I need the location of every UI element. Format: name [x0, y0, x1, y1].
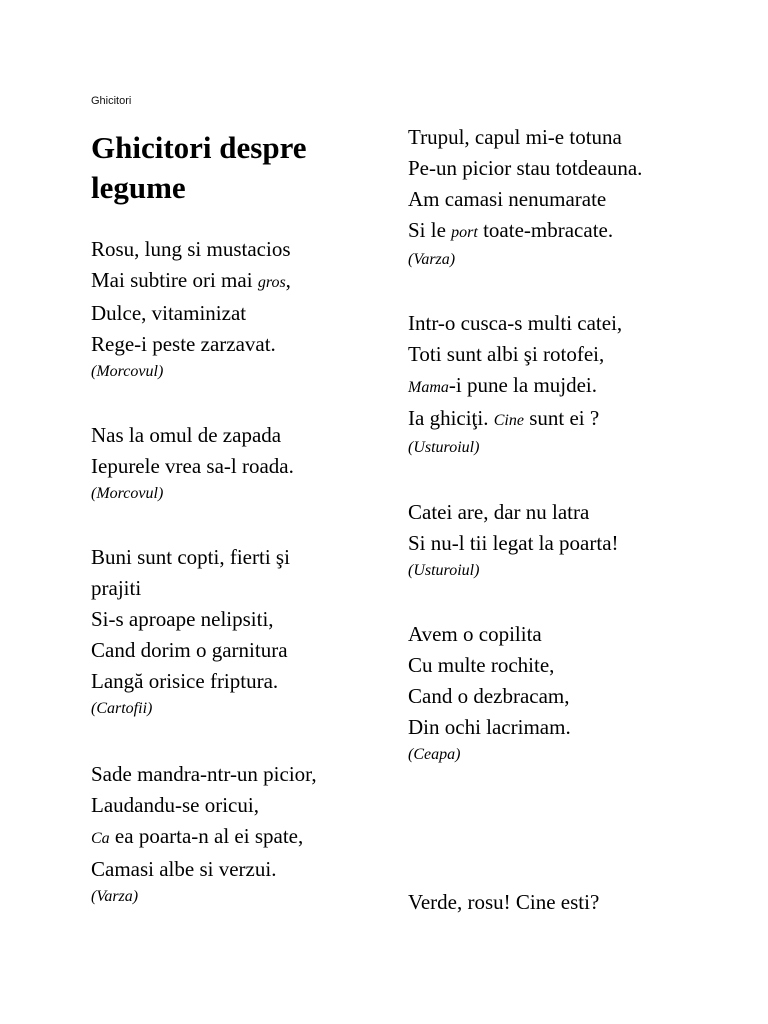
riddle-line	[408, 403, 738, 436]
riddle-morcov-2	[91, 420, 391, 506]
riddle-rosie	[408, 887, 738, 918]
right-column	[408, 122, 738, 918]
riddle-line: Pe-un picior stau totdeauna.	[408, 156, 643, 180]
riddle-line	[91, 265, 391, 298]
riddle-answer: (Morcovul)	[91, 485, 164, 502]
riddle-answer: (Ceapa)	[408, 746, 461, 763]
riddle-answer: (Cartofii)	[91, 700, 153, 717]
riddle-answer: (Varza)	[408, 251, 456, 268]
riddle-text: sunt ei ?	[523, 406, 600, 430]
riddle-text: Ia ghiciţi	[408, 406, 484, 430]
riddle-line	[408, 215, 738, 248]
riddle-morcov-1	[91, 234, 391, 384]
riddle-answer: (Usturoiul)	[408, 439, 480, 456]
riddle-line: Din ochi lacrimam.	[408, 715, 571, 739]
riddle-answer: (Varza)	[91, 888, 139, 905]
riddle-text: toate-mbracate.	[477, 218, 614, 242]
riddle-line: Nas la omul de zapada	[91, 423, 282, 447]
riddle-small-word: Mama	[408, 379, 449, 396]
left-column	[91, 234, 391, 909]
riddle-line: Toti sunt albi şi rotofei,	[408, 342, 605, 366]
riddle-line: Buni sunt copti, fierti şi	[91, 545, 290, 569]
riddle-text: -i pune la mujdei.	[448, 373, 598, 397]
riddle-text: Mai subtire ori mai	[91, 268, 258, 292]
riddle-line: Cu multe rochite,	[408, 653, 555, 677]
riddle-text: .	[483, 406, 494, 430]
riddle-line	[408, 370, 738, 403]
riddle-line: Laudandu-se oricui,	[91, 793, 259, 817]
riddle-line: Si nu-l tii legat la poarta!	[408, 531, 619, 555]
riddle-text: ea poarta-n al ei spate,	[109, 824, 304, 848]
riddle-line: Am camasi nenumarate	[408, 187, 607, 211]
riddle-small-word: gros	[257, 274, 286, 291]
riddle-line	[91, 821, 391, 854]
riddle-line: Verde, rosu! Cine esti?	[408, 890, 600, 914]
riddle-line: Catei are, dar nu latra	[408, 500, 590, 524]
riddle-line: Si-s aproape nelipsiti,	[91, 607, 274, 631]
riddle-answer: (Usturoiul)	[408, 562, 480, 579]
riddle-small-word: port	[451, 224, 478, 241]
riddle-line: Cand o dezbracam,	[408, 684, 570, 708]
riddle-line: Cand dorim o garnitura	[91, 638, 288, 662]
riddle-line: Intr-o cusca-s multi catei,	[408, 311, 623, 335]
riddle-text: ,	[285, 268, 291, 292]
riddle-cartofi	[91, 542, 391, 721]
riddle-line: Dulce, vitaminizat	[91, 301, 247, 325]
riddle-answer: (Morcovul)	[91, 363, 164, 380]
page-title: Ghicitori despre legume	[91, 130, 307, 205]
riddle-line: Langă orisice friptura.	[91, 669, 279, 693]
riddle-small-word: Ca	[91, 830, 110, 847]
riddle-varza-2	[408, 122, 738, 272]
riddle-line: Iepurele vrea sa-l roada.	[91, 454, 294, 478]
riddle-line: Rege-i peste zarzavat.	[91, 332, 276, 356]
riddle-usturoi-1	[408, 308, 738, 460]
riddle-usturoi-2	[408, 497, 738, 583]
riddle-small-word: Cine	[493, 412, 524, 429]
riddle-line: Camasi albe si verzui.	[91, 857, 277, 881]
page-header: Ghicitori	[91, 95, 132, 107]
riddle-text: Si le	[408, 218, 452, 242]
riddle-line: Sade mandra-ntr-un picior,	[91, 762, 317, 786]
riddle-line: Trupul, capul mi-e totuna	[408, 125, 622, 149]
riddle-ceapa	[408, 619, 738, 767]
riddle-line: Rosu, lung si mustacios	[91, 237, 291, 261]
riddle-line: Avem o copilita	[408, 622, 542, 646]
riddle-line: prajiti	[91, 576, 142, 600]
riddle-varza-1	[91, 759, 391, 909]
